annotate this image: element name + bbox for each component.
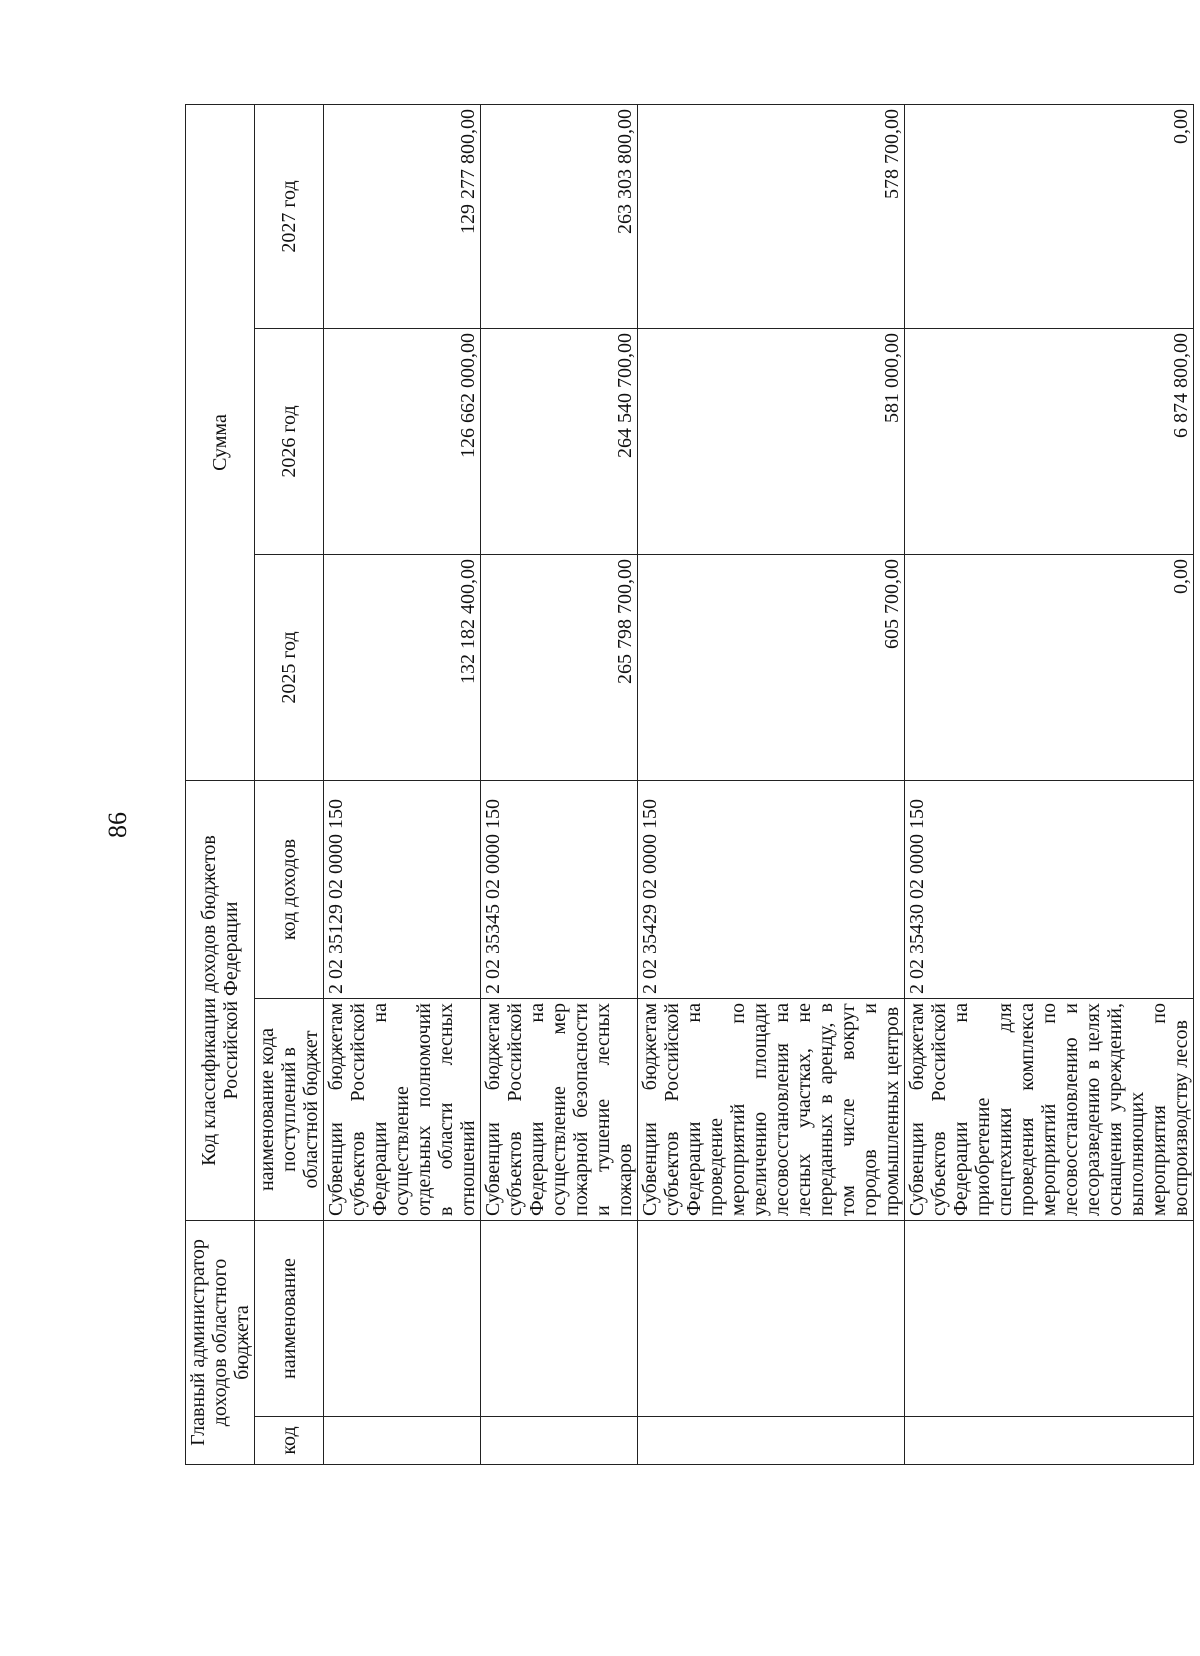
admin-code-cell (324, 1417, 481, 1465)
table-row (481, 104, 638, 1464)
sum-2027-cell: 129 277 800,00 (324, 104, 481, 328)
income-code-cell: 2 02 35129 02 0000 150 (324, 781, 481, 999)
header-classification-group: Код классификации доходов бюджетов Российской Федерации (186, 781, 255, 1221)
sum-2026-cell: 264 540 700,00 (481, 329, 638, 555)
rotated-table-wrapper (185, 105, 1192, 1465)
header-sum-group: Сумма (186, 104, 255, 780)
table-row (905, 104, 1194, 1464)
sum-2026-cell: 6 874 800,00 (905, 329, 1194, 555)
header-year-2025: 2025 год (255, 555, 324, 781)
sum-2027-cell: 263 303 800,00 (481, 104, 638, 328)
sum-2026-cell: 126 662 000,00 (324, 329, 481, 555)
admin-name-cell (638, 1221, 905, 1417)
admin-name-cell (905, 1221, 1194, 1417)
admin-code-cell (905, 1417, 1194, 1465)
income-name-cell: Субвенции бюджетам субъектов Российской Федерации на осуществление мер пожарной безопасности и тушение лесных пожаров (481, 999, 638, 1221)
table-row (638, 104, 905, 1464)
sum-2025-cell: 132 182 400,00 (324, 555, 481, 781)
income-name-cell: Субвенции бюджетам субъектов Российской Федерации на проведение мероприятий по увеличению площади лесовосстановления на лесных участках, не переданных в аренду, в том числе вокруг городов и промышленных центров (638, 999, 905, 1221)
admin-name-cell (481, 1221, 638, 1417)
income-code-cell: 2 02 35345 02 0000 150 (481, 781, 638, 999)
sum-2027-cell: 0,00 (905, 104, 1194, 328)
header-admin-group: Главный администратор доходов областного бюджета (186, 1221, 255, 1465)
header-year-2026: 2026 год (255, 329, 324, 555)
header-admin-name: наименование (255, 1221, 324, 1417)
sum-2027-cell: 578 700,00 (638, 104, 905, 328)
admin-name-cell (324, 1221, 481, 1417)
page-number: 86 (103, 812, 132, 838)
admin-code-cell (481, 1417, 638, 1465)
table-row (324, 104, 481, 1464)
header-income-name: наименование кода поступлений в областной бюджет (255, 999, 324, 1221)
admin-code-cell (638, 1417, 905, 1465)
sum-2025-cell: 0,00 (905, 555, 1194, 781)
sum-2025-cell: 605 700,00 (638, 555, 905, 781)
income-name-cell: Субвенции бюджетам субъектов Российской Федерации на осуществление отдельных полномочий в области лесных отношений (324, 999, 481, 1221)
sum-2025-cell: 265 798 700,00 (481, 555, 638, 781)
income-name-cell: Субвенции бюджетам субъектов Российской Федерации на приобретение спецтехники для проведения комплекса мероприятий по лесовосстановлению и лесоразведению в целях оснащения учреждений, выполняющих мероприятия по воспроизводству лесов (905, 999, 1194, 1221)
header-year-2027: 2027 год (255, 104, 324, 328)
income-classification-table (185, 104, 1194, 1465)
header-admin-code: код (255, 1417, 324, 1465)
income-code-cell: 2 02 35430 02 0000 150 (905, 781, 1194, 999)
income-code-cell: 2 02 35429 02 0000 150 (638, 781, 905, 999)
sum-2026-cell: 581 000,00 (638, 329, 905, 555)
header-income-code: код доходов (255, 781, 324, 999)
